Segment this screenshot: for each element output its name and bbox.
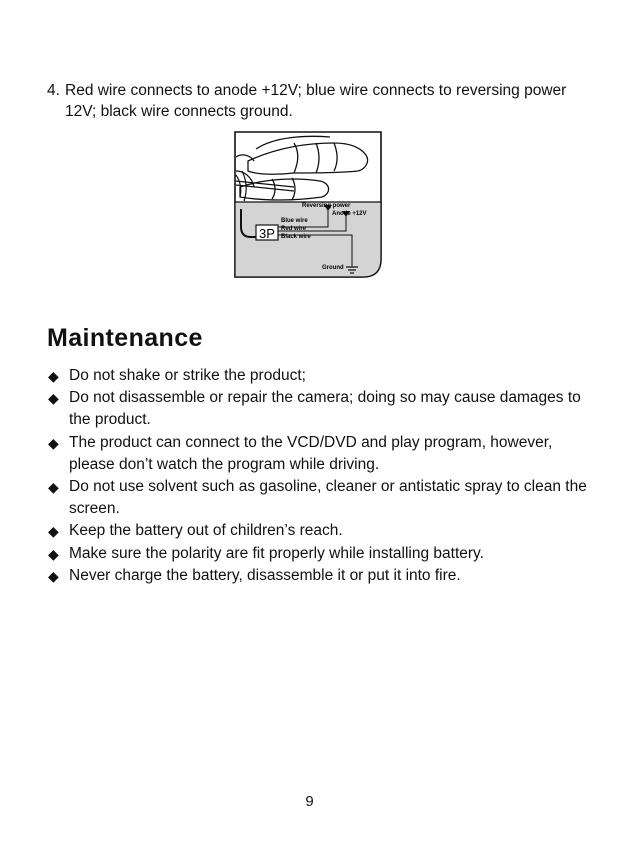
- diamond-bullet-icon: ◆: [48, 479, 59, 496]
- diamond-bullet-icon: ◆: [48, 545, 59, 562]
- maintenance-item: [47, 543, 587, 565]
- maintenance-item: [47, 476, 587, 520]
- diamond-bullet-icon: ◆: [48, 567, 59, 584]
- anode-label: Anode +12V: [332, 211, 367, 217]
- maintenance-item: [47, 387, 587, 431]
- diamond-bullet-icon: ◆: [48, 434, 59, 451]
- maintenance-item: [47, 432, 587, 476]
- black-wire-label: Black wire: [281, 234, 311, 240]
- maintenance-item-text: Keep the battery out of children’s reach.: [69, 522, 343, 540]
- maintenance-item: [47, 365, 587, 387]
- maintenance-item-text: Do not disassemble or repair the camera; doing so may cause damages to the product.: [69, 389, 581, 429]
- blue-wire-label: Blue wire: [281, 218, 308, 224]
- step-number: 4.: [47, 82, 60, 99]
- wiring-diagram-svg: [234, 131, 382, 279]
- maintenance-item-text: Never charge the battery, disassemble it or put it into fire.: [69, 566, 461, 584]
- maintenance-item-text: Do not use solvent such as gasoline, cleaner or antistatic spray to clean the screen.: [69, 478, 587, 518]
- reversing-power-label: Reversing power: [302, 203, 351, 209]
- maintenance-list: [47, 365, 587, 587]
- maintenance-item-text: The product can connect to the VCD/DVD and play program, however, please don’t watch the program while driving.: [69, 433, 553, 473]
- diamond-bullet-icon: ◆: [48, 368, 59, 384]
- maintenance-item: [47, 520, 587, 542]
- ground-label: Ground: [322, 265, 344, 271]
- maintenance-heading: Maintenance: [47, 324, 203, 352]
- wiring-diagram: [234, 131, 382, 279]
- page-number: 9: [305, 793, 314, 810]
- red-wire-label: Red wire: [281, 226, 307, 232]
- diamond-bullet-icon: ◆: [48, 523, 59, 540]
- step-text: Red wire connects to anode +12V; blue wire connects to reversing power 12V; black wire connects ground.: [65, 82, 567, 120]
- maintenance-item-text: Do not shake or strike the product;: [69, 367, 306, 384]
- installation-step-4: [47, 80, 587, 122]
- connector-label: 3P: [259, 226, 275, 241]
- maintenance-item: [47, 565, 587, 587]
- maintenance-item-text: Make sure the polarity are fit properly while installing battery.: [69, 544, 484, 562]
- diamond-bullet-icon: ◆: [48, 390, 59, 407]
